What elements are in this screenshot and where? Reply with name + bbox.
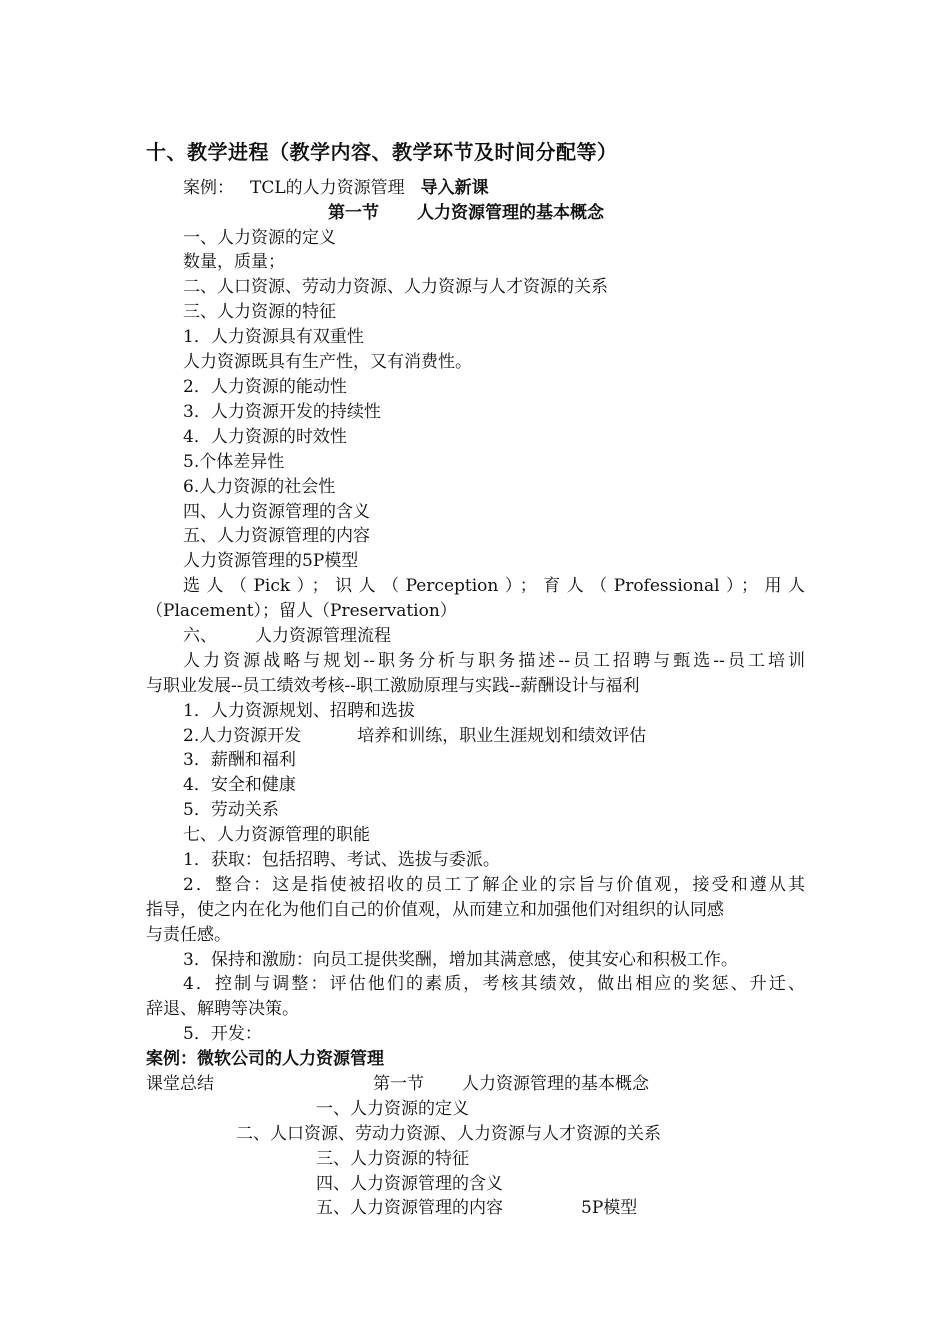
case-tag: 导入新课 xyxy=(420,178,489,198)
text-line: 4．人力资源的时效性 xyxy=(183,427,347,447)
summary-item: 一、人力资源的定义 xyxy=(316,1099,469,1119)
text-line: 6.人力资源的社会性 xyxy=(183,477,336,497)
summary-label: 课堂总结 xyxy=(146,1074,214,1094)
case-intro-line xyxy=(183,176,489,200)
text-line: 七、人力资源管理的职能 xyxy=(183,825,370,845)
text-line: 1．人力资源规划、招聘和选拔 xyxy=(183,701,415,721)
text-line: 三、人力资源的特征 xyxy=(183,302,336,322)
page-title: 十、教学进程（教学内容、教学环节及时间分配等） xyxy=(146,140,618,164)
text-line: （Placement）；留人（Preservation） xyxy=(146,601,457,621)
text-line: 3．保持和激励：向员工提供奖酬，增加其满意感，使其安心和积极工作。 xyxy=(183,950,738,970)
list-text: 人力资源管理流程 xyxy=(255,626,391,646)
text-line: 3．薪酬和福利 xyxy=(183,750,296,770)
text-line: 人力资源管理的5P模型 xyxy=(183,551,359,571)
summary-item-text: 五、人力资源管理的内容 xyxy=(316,1198,503,1218)
text-line: 二、人口资源、劳动力资源、人力资源与人才资源的关系 xyxy=(183,277,608,297)
text-line: 与职业发展--员工绩效考核--职工激励原理与实践--薪酬设计与福利 xyxy=(146,676,640,696)
text-line xyxy=(183,624,391,648)
case-heading: 案例：微软公司的人力资源管理 xyxy=(146,1049,384,1069)
summary-item: 四、人力资源管理的含义 xyxy=(316,1174,503,1194)
summary-section-title: 人力资源管理的基本概念 xyxy=(462,1074,649,1094)
text-line: 人力资源既具有生产性，又有消费性。 xyxy=(183,352,472,372)
text-line: 数量，质量； xyxy=(183,252,285,272)
summary-item: 二、人口资源、劳动力资源、人力资源与人才资源的关系 xyxy=(236,1124,661,1144)
text-line: 1．获取：包括招聘、考试、选拔与委派。 xyxy=(183,850,500,870)
text-line: 2．整合：这是指使被招收的员工了解企业的宗旨与价值观，接受和遵从其 xyxy=(183,875,805,895)
text-line: 4．控制与调整：评估他们的素质，考核其绩效，做出相应的奖惩、升迁、 xyxy=(183,974,805,994)
text-line: 辞退、解聘等决策。 xyxy=(146,999,299,1019)
section-number: 第一节 xyxy=(328,203,379,223)
text-line: 指导，使之内在化为他们自己的价值观，从而建立和加强他们对组织的认同感 xyxy=(146,900,724,920)
list-marker: 六、 xyxy=(183,626,217,646)
text-line: 3．人力资源开发的持续性 xyxy=(183,402,381,422)
text-line: 1．人力资源具有双重性 xyxy=(183,327,364,347)
text-line: 选人（Pick）；识人（Perception）；育人（Professional）；用人 xyxy=(183,576,805,596)
text-line: 人力资源战略与规划--职务分析与职务描述--员工招聘与甄选--员工培训 xyxy=(183,651,805,671)
text-line: 一、人力资源的定义 xyxy=(183,228,336,248)
summary-item-extra: 5P模型 xyxy=(581,1198,638,1218)
text-line xyxy=(183,724,646,748)
text-line: 4．安全和健康 xyxy=(183,775,296,795)
list-text: 培养和训练，职业生涯规划和绩效评估 xyxy=(357,726,647,746)
case-label: 案例： xyxy=(183,178,234,198)
summary-item: 三、人力资源的特征 xyxy=(316,1149,469,1169)
text-line: 与责任感。 xyxy=(146,925,231,945)
summary-section-number: 第一节 xyxy=(373,1074,424,1094)
case-text: TCL的人力资源管理 xyxy=(250,178,405,198)
text-line: 五、人力资源管理的内容 xyxy=(183,526,370,546)
text-line: 5．开发： xyxy=(183,1024,262,1044)
summary-item xyxy=(316,1196,637,1220)
summary-section xyxy=(373,1072,649,1096)
text-line: 2．人力资源的能动性 xyxy=(183,377,347,397)
text-line: 四、人力资源管理的含义 xyxy=(183,502,370,522)
list-text: 2.人力资源开发 xyxy=(183,726,302,746)
section-title: 人力资源管理的基本概念 xyxy=(417,203,604,223)
section-heading xyxy=(328,201,604,225)
text-line: 5.个体差异性 xyxy=(183,452,285,472)
text-line: 5．劳动关系 xyxy=(183,800,279,820)
